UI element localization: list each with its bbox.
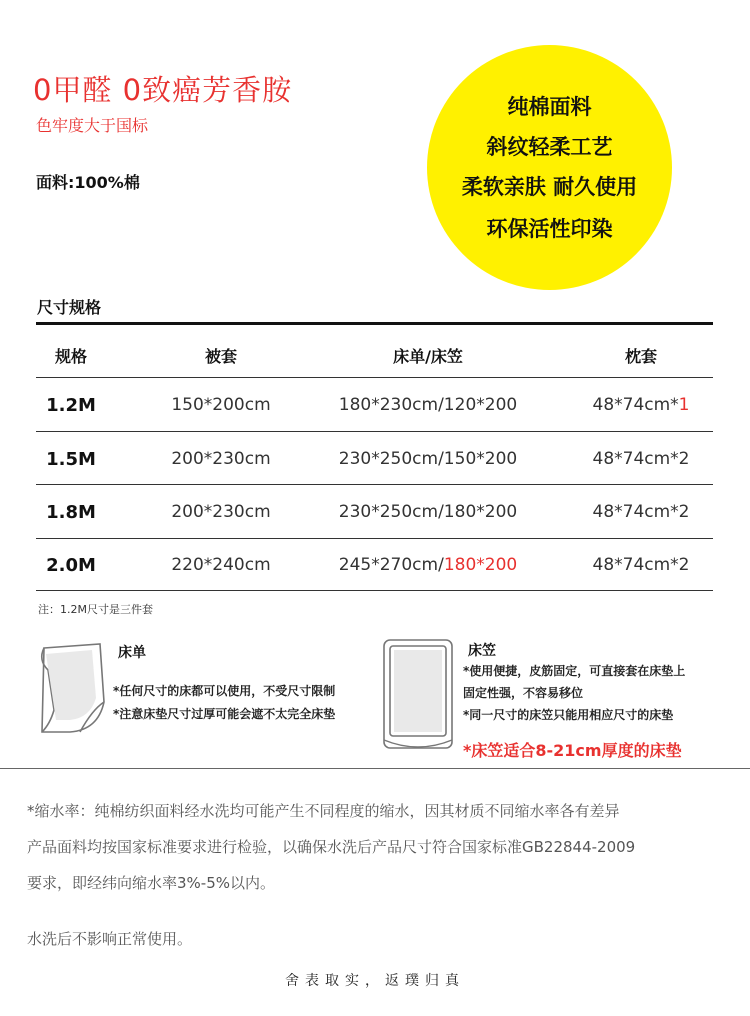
fabric-label: 面料:100%棉 bbox=[36, 173, 140, 192]
cell-sheet bbox=[320, 395, 536, 415]
cell-pillow bbox=[566, 502, 716, 522]
cell-pillow bbox=[566, 555, 716, 575]
flat-sheet-title: 床单 bbox=[118, 645, 146, 661]
table-rule bbox=[36, 538, 713, 539]
badge-line-3: 柔软亲肤 耐久使用 bbox=[461, 175, 638, 199]
fitted-sheet-point-1: *使用便捷，皮筋固定，可直接套在床垫上 bbox=[463, 664, 686, 678]
flat-sheet-point-2: *注意床垫尺寸过厚可能会遮不太完全床垫 bbox=[113, 707, 336, 721]
cell-duvet: 200*230cm bbox=[171, 502, 271, 522]
flat-sheet-point-1: *任何尺寸的床都可以使用，不受尺寸限制 bbox=[113, 684, 336, 698]
table-row bbox=[0, 395, 750, 419]
fitted-sheet-title: 床笠 bbox=[468, 643, 496, 659]
badge-line-1: 纯棉面料 bbox=[507, 95, 592, 119]
headline: 0甲醛 0致癌芳香胺 bbox=[33, 73, 293, 107]
table-row bbox=[0, 502, 750, 526]
table-note: 注：1.2M尺寸是三件套 bbox=[38, 603, 153, 616]
colorfastness-subline: 色牢度大于国标 bbox=[36, 116, 149, 135]
cell-sheet-text: 230*250cm/150*200 bbox=[338, 449, 518, 469]
header-duvet: 被套 bbox=[204, 347, 237, 366]
cell-pillow-highlight: 1 bbox=[678, 395, 690, 415]
cell-sheet-text: 245*270cm/ bbox=[338, 555, 444, 575]
size-spec-title: 尺寸规格 bbox=[37, 298, 102, 317]
fitted-sheet-icon bbox=[378, 636, 458, 758]
table-header-row bbox=[0, 344, 750, 366]
cell-sheet-text: 230*250cm/180*200 bbox=[338, 502, 518, 522]
shrinkage-line-3: 要求，即经纬向缩水率3%-5%以内。 bbox=[27, 874, 276, 892]
cell-pillow-text: 48*74cm*2 bbox=[592, 555, 690, 575]
slogan: 舍表取实，返璞归真 bbox=[285, 973, 465, 989]
cell-pillow bbox=[566, 449, 716, 469]
wash-note: 水洗后不影响正常使用。 bbox=[27, 930, 193, 948]
cell-sheet bbox=[320, 555, 536, 575]
flat-sheet-icon bbox=[32, 640, 112, 740]
table-top-rule bbox=[36, 322, 713, 325]
cell-size: 1.2M bbox=[46, 395, 96, 416]
fitted-sheet-highlight: *床笠适合8-21cm厚度的床垫 bbox=[463, 741, 682, 760]
cell-size: 1.8M bbox=[46, 502, 96, 523]
feature-badge bbox=[427, 45, 672, 290]
cell-sheet-highlight: 180*200 bbox=[443, 555, 518, 575]
cell-sheet-text: 180*230cm/120*200 bbox=[338, 395, 518, 415]
badge-line-4: 环保活性印染 bbox=[486, 217, 613, 241]
cell-pillow-text: 48*74cm*2 bbox=[592, 449, 690, 469]
cell-size: 2.0M bbox=[46, 555, 96, 576]
fitted-sheet-point-3: *同一尺寸的床笠只能用相应尺寸的床垫 bbox=[463, 708, 674, 722]
table-row bbox=[0, 449, 750, 473]
cell-duvet: 150*200cm bbox=[171, 395, 271, 415]
shrinkage-line-1: *缩水率：纯棉纺织面料经水洗均可能产生不同程度的缩水，因其材质不同缩水率各有差异 bbox=[27, 802, 620, 820]
cell-pillow-text: 48*74cm*2 bbox=[592, 502, 690, 522]
badge-line-2: 斜纹轻柔工艺 bbox=[486, 135, 613, 159]
cell-pillow bbox=[566, 395, 716, 415]
header-pillow: 枕套 bbox=[624, 347, 657, 366]
table-rule bbox=[36, 377, 713, 378]
cell-sheet bbox=[320, 449, 536, 469]
section-divider bbox=[0, 768, 750, 769]
table-bottom-rule bbox=[36, 590, 713, 591]
header-sheet: 床单/床笠 bbox=[393, 347, 463, 366]
table-rule bbox=[36, 484, 713, 485]
table-row bbox=[0, 555, 750, 579]
cell-duvet: 220*240cm bbox=[171, 555, 271, 575]
cell-sheet bbox=[320, 502, 536, 522]
shrinkage-line-2: 产品面料均按国家标准要求进行检验，以确保水洗后产品尺寸符合国家标准GB22844-2009 bbox=[27, 838, 636, 856]
cell-size: 1.5M bbox=[46, 449, 96, 470]
header-size: 规格 bbox=[54, 347, 87, 366]
fitted-sheet-point-2: 固定性强，不容易移位 bbox=[463, 686, 584, 700]
table-rule bbox=[36, 431, 713, 432]
cell-pillow-text: 48*74cm* bbox=[592, 395, 679, 415]
cell-duvet: 200*230cm bbox=[171, 449, 271, 469]
